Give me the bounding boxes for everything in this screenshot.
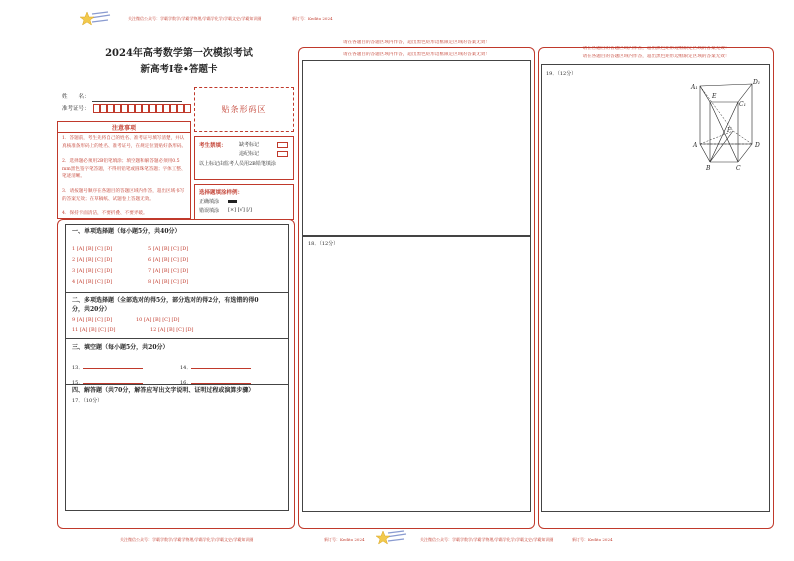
- bottom-version-right: 新订号：Kedito 2024: [572, 537, 613, 542]
- fill-sample-title: 选择题填涂样例：: [199, 190, 244, 196]
- id-label: 准考证号：: [62, 106, 90, 112]
- star-logo-bottom-icon: [374, 529, 410, 549]
- section1-title: 一、单项选择题（每小题5分，共40分）: [72, 228, 181, 235]
- section2-title-line2: 分，共20分）: [72, 306, 111, 313]
- fill-sample-box: [194, 184, 294, 220]
- label-D: D: [755, 142, 760, 149]
- mc-row-5[interactable]: 5 [A] [B] [C] [D]: [148, 246, 189, 252]
- name-underline: [92, 101, 182, 102]
- exam-title: 2024年高考数学第一次模拟考试: [105, 48, 253, 59]
- section3-title: 三、填空题（每小题5分，共20分）: [72, 344, 169, 351]
- label-D1: D₁: [753, 79, 761, 86]
- fill-blank-15[interactable]: 15．: [72, 378, 143, 386]
- mc-row-6[interactable]: 6 [A] [B] [C] [D]: [148, 257, 189, 263]
- bottom-notice-right: 关注微信公众号：学霸学数学/学霸学物理/学霸学化学/学霸文史/学霸知识圈: [420, 537, 554, 542]
- right-warning-top: 请在各题目的答题区域内作答，超出黑色矩形边框限定区域的答案无效！: [582, 46, 730, 51]
- label-A1: A₁: [691, 84, 698, 91]
- wrong-fill-label: 错误填涂: [199, 208, 220, 214]
- notes-item-3: 3．请按题号顺序在各题目的答题区域内作答，超出区域书写的答案无效；在草稿纸、试题卷上答题无效。: [62, 189, 185, 202]
- label-B: B: [706, 165, 711, 172]
- divider-3: [65, 384, 289, 385]
- question-17-label: 17．（10分）: [72, 398, 103, 404]
- divider-2: [65, 338, 289, 339]
- prism-figure: [688, 76, 768, 176]
- exam-subtitle: 新高考Ⅰ卷•答题卡: [140, 64, 218, 75]
- middle-warning-second: 请在各题目的答题区域内作答，超出黑色矩形边框限定区域的答案无效！: [342, 52, 490, 57]
- absent-mark-box[interactable]: [277, 142, 288, 148]
- label-C1: C₁: [739, 101, 746, 108]
- label-A: A: [693, 142, 698, 149]
- right-warning-second: 请在各题目的答题区域内作答，超出黑色矩形边框限定区域的答案无效！: [582, 54, 730, 59]
- correct-fill-sample: [228, 200, 237, 203]
- question-19-label: 19．（12分）: [546, 71, 577, 77]
- bottom-version: 新订号：Kedito 2024: [324, 537, 365, 542]
- section4-title: 四、解答题（共70分，解答应写出文字说明、证明过程或演算步骤）: [72, 387, 255, 394]
- top-version: 新订号：Kedito 2024: [292, 16, 333, 21]
- exam-flags-title: 考生禁填：: [199, 143, 227, 149]
- question-18-label: 18．（12分）: [308, 241, 339, 247]
- star-logo-icon: [78, 10, 114, 30]
- mc-row-11[interactable]: 11 [A] [B] [C] [D]: [72, 327, 116, 333]
- q18-answer-box[interactable]: [302, 236, 531, 512]
- barcode-area: [194, 87, 294, 132]
- label-F: F: [727, 127, 732, 134]
- notes-item-2: 2．选择题必须用2B铅笔填涂；填空题和解答题必须用0.5 mm黑色签字笔答题，不得用铅笔或圆珠笔答题；字体工整、笔迹清晰。: [62, 159, 186, 179]
- divider-1: [65, 292, 289, 293]
- mc-row-9[interactable]: 9 [A] [B] [C] [D]: [72, 317, 113, 323]
- fill-blank-13[interactable]: 13．: [72, 363, 143, 371]
- barcode-label: 贴条形码区: [221, 105, 267, 114]
- top-notice: 关注微信公众号：学霸学数学/学霸学物理/学霸学化学/学霸文史/学霸知识圈: [128, 16, 262, 21]
- label-E: E: [712, 93, 717, 100]
- absent-label: 缺考标记: [239, 142, 260, 148]
- bottom-notice: 关注微信公众号：学霸学数学/学霸学物理/学霸学化学/学霸文史/学霸知识圈: [120, 537, 254, 542]
- mc-row-1[interactable]: 1 [A] [B] [C] [D]: [72, 246, 113, 252]
- mc-row-3[interactable]: 3 [A] [B] [C] [D]: [72, 268, 113, 274]
- mc-row-4[interactable]: 4 [A] [B] [C] [D]: [72, 279, 113, 285]
- mc-row-8[interactable]: 8 [A] [B] [C] [D]: [148, 279, 189, 285]
- id-number-boxes[interactable]: [93, 104, 191, 113]
- section2-title-line1: 二、多项选择题（全部选对的得5分，部分选对的得2分，有选错的得0: [72, 297, 259, 304]
- fill-blank-16[interactable]: 16．: [180, 378, 251, 386]
- correct-fill-label: 正确填涂: [199, 199, 220, 205]
- notes-item-1: 1．答题前，考生先将自己的姓名、准考证号填写清楚，并认真核准条形码上的姓名、准考证号，在规定位置贴好条形码。: [62, 136, 187, 149]
- fill-blank-14[interactable]: 14．: [180, 363, 251, 371]
- name-label: 姓 名：: [62, 94, 90, 100]
- mc-row-7[interactable]: 7 [A] [B] [C] [D]: [148, 268, 189, 274]
- wrong-fill-marks: [×] [√] [/]: [228, 207, 252, 213]
- label-C: C: [736, 165, 741, 172]
- violation-mark-box[interactable]: [277, 151, 288, 157]
- mc-row-12[interactable]: 12 [A] [B] [C] [D]: [150, 327, 194, 333]
- mc-row-10[interactable]: 10 [A] [B] [C] [D]: [136, 317, 180, 323]
- q17-answer-box[interactable]: [302, 60, 531, 236]
- notes-box: [57, 121, 191, 219]
- exam-flags-box: [194, 136, 294, 180]
- mc-row-2[interactable]: 2 [A] [B] [C] [D]: [72, 257, 113, 263]
- notes-title: 注意事项: [111, 125, 136, 132]
- exam-flags-note: 以上标记由监考人员用2B铅笔填涂: [199, 161, 276, 167]
- middle-warning-top: 请在各题目的答题区域内作答，超出黑色矩形边框限定区域的答案无效！: [342, 40, 490, 45]
- violation-label: 违纪标记: [239, 151, 260, 157]
- notes-item-4: 4．保持卡面清洁，不要折叠、不要弄破。: [62, 211, 148, 216]
